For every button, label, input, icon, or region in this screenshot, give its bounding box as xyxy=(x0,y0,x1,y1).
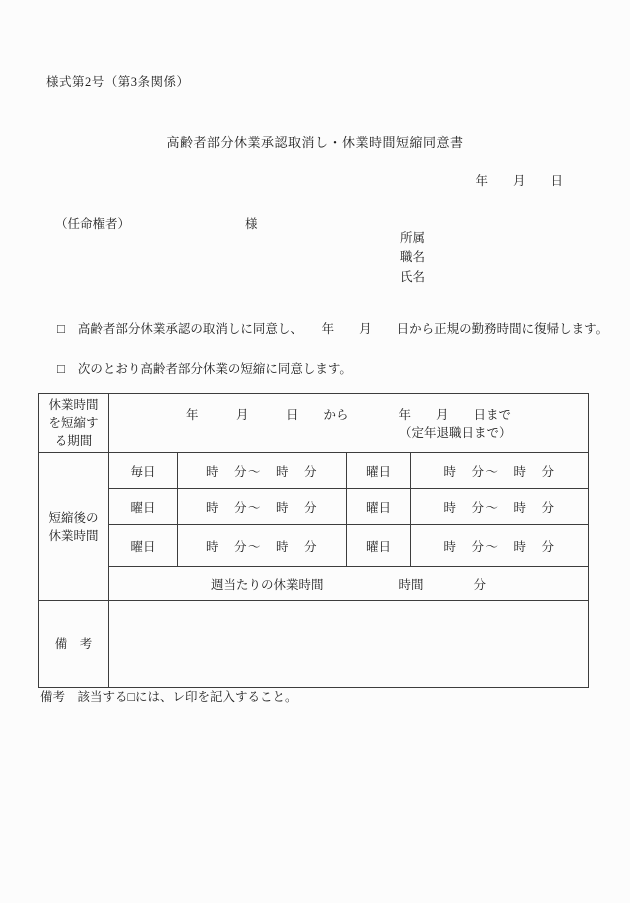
form-title: 高齢者部分休業承認取消し・休業時間短縮同意書 xyxy=(166,135,464,150)
time-cell: 時 分～ 時 分 xyxy=(411,489,589,525)
consent-text: 高齢者部分休業承認の取消しに同意し、 年 月 日から正規の勤務時間に復帰します。 xyxy=(77,322,609,336)
shortening-checkbox[interactable]: □ xyxy=(57,361,65,376)
period-value-cell xyxy=(109,394,589,453)
time-cell: 時 分～ 時 分 xyxy=(178,489,347,525)
date-line: 年 月 日 xyxy=(475,174,563,188)
consent-text: 次のとおり高齢者部分休業の短縮に同意します。 xyxy=(77,362,352,376)
honorific-sama: 様 xyxy=(245,217,258,231)
time-cell: 時 分～ 時 分 xyxy=(178,453,347,489)
day-cell: 曜日 xyxy=(347,525,411,567)
appointer-label: （任命権者） xyxy=(55,217,131,231)
job-title-label: 職名 xyxy=(400,250,426,265)
addressee-line xyxy=(55,214,315,232)
day-cell: 曜日 xyxy=(109,525,178,567)
day-cell: 曜日 xyxy=(347,453,411,489)
consent-item-shortening xyxy=(57,359,617,377)
time-cell: 時 分～ 時 分 xyxy=(411,525,589,567)
shortened-header-cell: 短縮後の休業時間 xyxy=(39,453,109,601)
time-cell: 時 分～ 時 分 xyxy=(411,453,589,489)
day-cell: 曜日 xyxy=(347,489,411,525)
shortening-table xyxy=(38,393,589,688)
remarks-header-cell: 備 考 xyxy=(39,601,109,688)
name-label: 氏名 xyxy=(400,269,426,284)
footnote: 備考 該当する□には、レ印を記入すること。 xyxy=(40,690,298,704)
cancellation-checkbox[interactable]: □ xyxy=(57,321,65,336)
form-number: 様式第2号（第3条関係） xyxy=(46,75,190,89)
period-retirement-note: （定年退職日まで） xyxy=(399,426,512,441)
time-cell: 時 分～ 時 分 xyxy=(178,525,347,567)
day-cell: 毎日 xyxy=(109,453,178,489)
remarks-body-cell xyxy=(109,601,589,688)
affiliation-label: 所属 xyxy=(400,231,426,245)
consent-item-cancellation xyxy=(57,319,617,337)
period-header-cell: 休業時間を短縮する期間 xyxy=(39,394,109,453)
signer-block xyxy=(400,229,425,287)
weekly-total-cell: 週当たりの休業時間 時間 分 xyxy=(109,567,589,601)
day-cell: 曜日 xyxy=(109,489,178,525)
period-dates-line: 年 月 日 から 年 月 日まで xyxy=(186,408,512,423)
